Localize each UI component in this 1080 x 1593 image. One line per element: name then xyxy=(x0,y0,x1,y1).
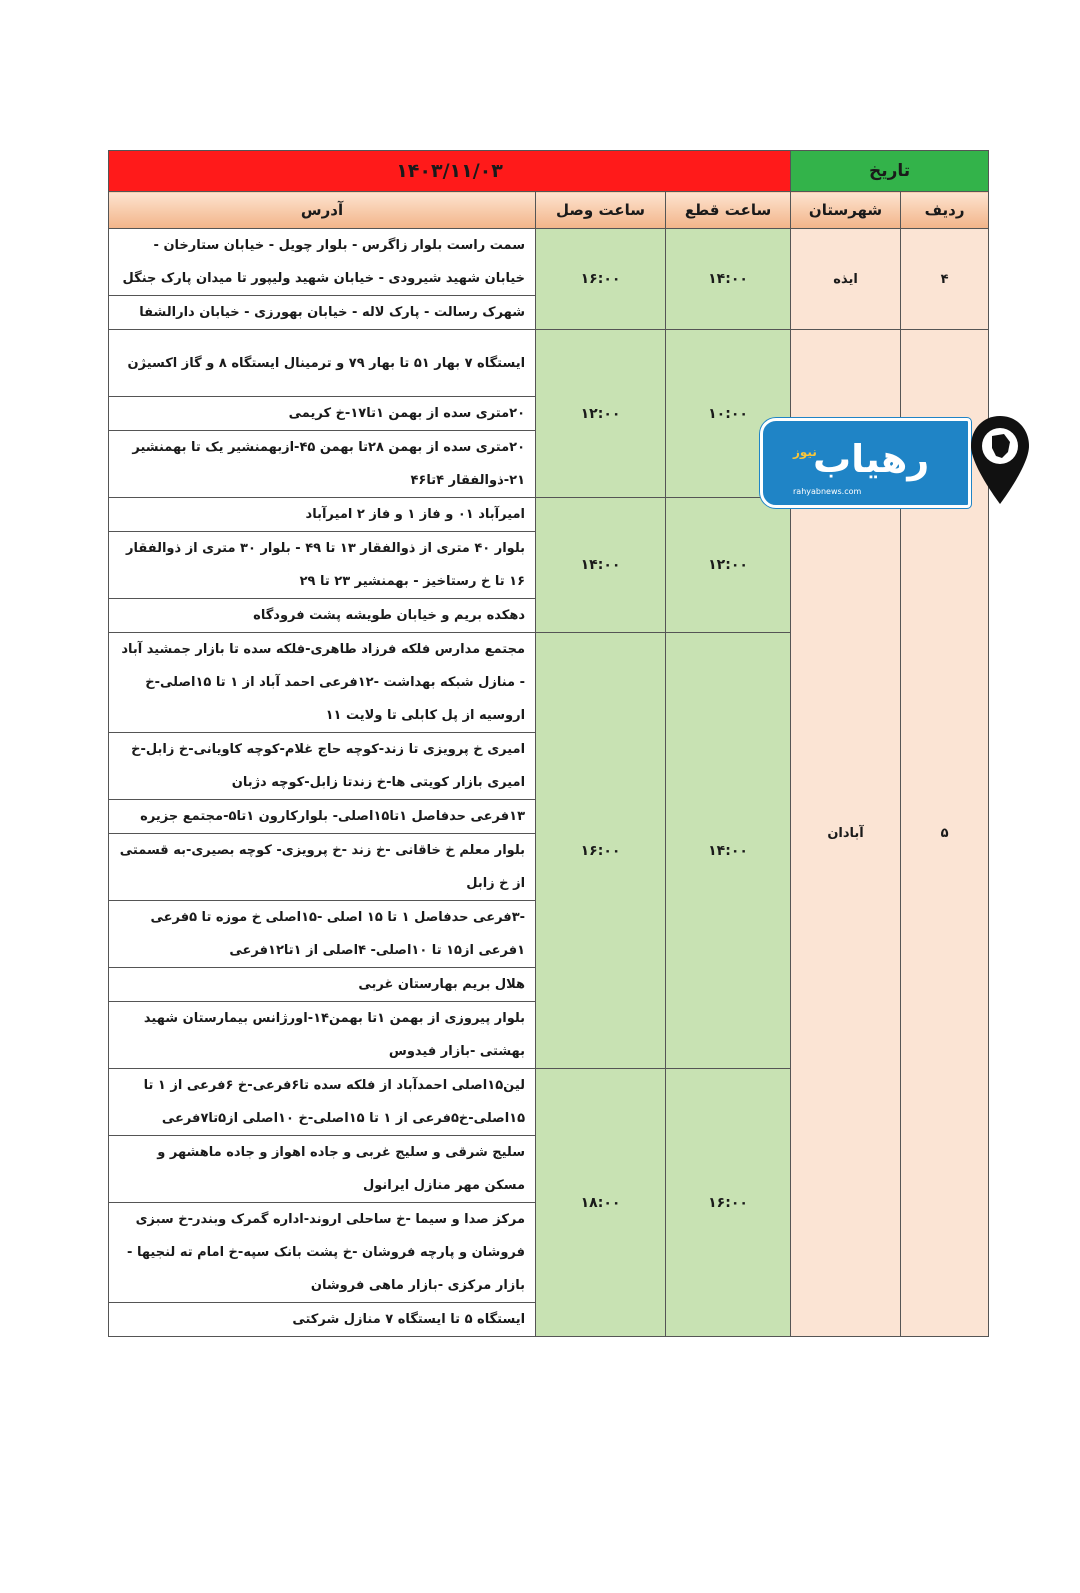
address-cell: ۱۳فرعی حدفاصل ۱تا۱۵اصلی- بلوارکارون ۱تا۵-مجتمع جزیره xyxy=(109,800,536,834)
connect-time-cell: ۱۲:۰۰ xyxy=(536,330,666,498)
table-row xyxy=(109,229,989,296)
address-cell: سلیج شرقی و سلیج غربی و جاده اهواز و جاده ماهشهر و مسکن مهر منازل ایرانول xyxy=(109,1136,536,1203)
location-pin-icon xyxy=(968,414,1032,506)
date-value: ۱۴۰۳/۱۱/۰۳ xyxy=(109,151,791,192)
connect-time-cell: ۱۶:۰۰ xyxy=(536,229,666,330)
col-cut-time-header: ساعت قطع xyxy=(666,192,791,229)
address-cell: دهکده بریم و خیابان طویشه پشت فرودگاه xyxy=(109,599,536,633)
watermark-sub: نیوز xyxy=(793,445,817,459)
address-cell: سمت راست بلوار زاگرس - بلوار چویل - خیابان ستارخان - خیابان شهید شیرودی - خیابان شهید ولیپور تا میدان پارک جنگل xyxy=(109,229,536,296)
connect-time-cell: ۱۴:۰۰ xyxy=(536,498,666,633)
date-label: تاریخ xyxy=(791,151,989,192)
address-cell: ایستگاه ۵ تا ایستگاه ۷ منازل شرکتی xyxy=(109,1303,536,1337)
cut-time-cell: ۱۰:۰۰ xyxy=(666,330,791,498)
radif-cell: ۵ xyxy=(901,330,989,1337)
address-cell: هلال بریم بهارستان غربی xyxy=(109,968,536,1002)
address-cell: بلوار معلم خ خاقانی -خ زند -خ پرویزی- کوچه بصیری-به قسمتی از خ زابل xyxy=(109,834,536,901)
col-address-header: آدرس xyxy=(109,192,536,229)
address-cell: ۲۰متری سده از بهمن ۲۸تا بهمن ۴۵-ازبهمنشیر یک تا بهمنشیر ۲۱-ذوالفقار ۴تا۴۶ xyxy=(109,431,536,498)
connect-time-cell: ۱۶:۰۰ xyxy=(536,633,666,1069)
watermark-brand: رهیاب xyxy=(813,437,930,481)
cut-time-cell: ۱۲:۰۰ xyxy=(666,498,791,633)
outage-schedule-table xyxy=(108,150,989,1337)
address-cell: مرکز صدا و سیما -خ ساحلی اروند-اداره گمرک وبندر-خ سبزی فروشان و پارچه فروشان -خ پشت بانک سپه-خ امام ته لنجیها - بازار مرکزی -بازار ماهی فروشان xyxy=(109,1203,536,1303)
cut-time-cell: ۱۴:۰۰ xyxy=(666,633,791,1069)
col-connect-time-header: ساعت وصل xyxy=(536,192,666,229)
address-cell: امیرآباد ۰۱ و فاز ۱ و فاز ۲ امیرآباد xyxy=(109,498,536,532)
cut-time-cell: ۱۴:۰۰ xyxy=(666,229,791,330)
city-cell: ایذه xyxy=(791,229,901,330)
cut-time-cell: ۱۶:۰۰ xyxy=(666,1069,791,1337)
col-city-header: شهرستان xyxy=(791,192,901,229)
connect-time-cell: ۱۸:۰۰ xyxy=(536,1069,666,1337)
title-row xyxy=(109,151,989,192)
radif-cell: ۴ xyxy=(901,229,989,330)
address-cell: بلوار پیروزی از بهمن ۱تا بهمن۱۴-اورژانس بیمارستان شهید بهشتی -بازار فیدوس xyxy=(109,1002,536,1069)
table-row xyxy=(109,330,989,397)
address-cell: بلوار ۴۰ متری از ذوالفقار ۱۳ تا ۴۹ - بلوار ۳۰ متری از ذوالفقار ۱۶ تا خ رستاخیز - بهمنشیر ۲۳ تا ۲۹ xyxy=(109,532,536,599)
address-cell: ۲۰متری سده از بهمن ۱تا۱۷-خ کریمی xyxy=(109,397,536,431)
watermark-badge xyxy=(760,418,971,508)
address-cell: امیری خ پرویزی تا زند-کوچه حاج غلام-کوچه کاویانی-خ زابل-خ امیری بازار کویتی ها-خ زندتا زابل-کوچه دژبان xyxy=(109,733,536,800)
city-cell: آبادان xyxy=(791,330,901,1337)
address-cell: شهرک رسالت - پارک لاله - خیابان بهورزی - خیابان دارالشفا xyxy=(109,296,536,330)
watermark-url: rahyabnews.com xyxy=(793,487,862,496)
header-row xyxy=(109,192,989,229)
rahyab-news-watermark xyxy=(760,414,1032,506)
address-cell: مجتمع مدارس فلکه فرزاد طاهری-فلکه سده تا بازار جمشید آباد - منازل شبکه بهداشت -۱۲فرعی احمد آباد از ۱ تا ۱۵اصلی-خ اروسیه از پل کابلی تا ولایت ۱۱ xyxy=(109,633,536,733)
address-cell: -۳فرعی حدفاصل ۱ تا ۱۵ اصلی -۱۵اصلی خ موزه تا ۵فرعی ۱فرعی از۱۵ تا ۱۰اصلی- ۴اصلی از ۱تا۱۲فرعی xyxy=(109,901,536,968)
address-cell: لین۱۵اصلی احمدآباد از فلکه سده تا۶فرعی-خ ۶فرعی از ۱ تا ۱۵اصلی-خ۵فرعی از ۱ تا ۱۵اصلی-خ ۱۰اصلی از۵تا۷فرعی xyxy=(109,1069,536,1136)
col-radif-header: ردیف xyxy=(901,192,989,229)
address-cell: ایستگاه ۷ بهار ۵۱ تا بهار ۷۹ و ترمینال ایستگاه ۸ و گاز اکسیژن xyxy=(109,330,536,397)
